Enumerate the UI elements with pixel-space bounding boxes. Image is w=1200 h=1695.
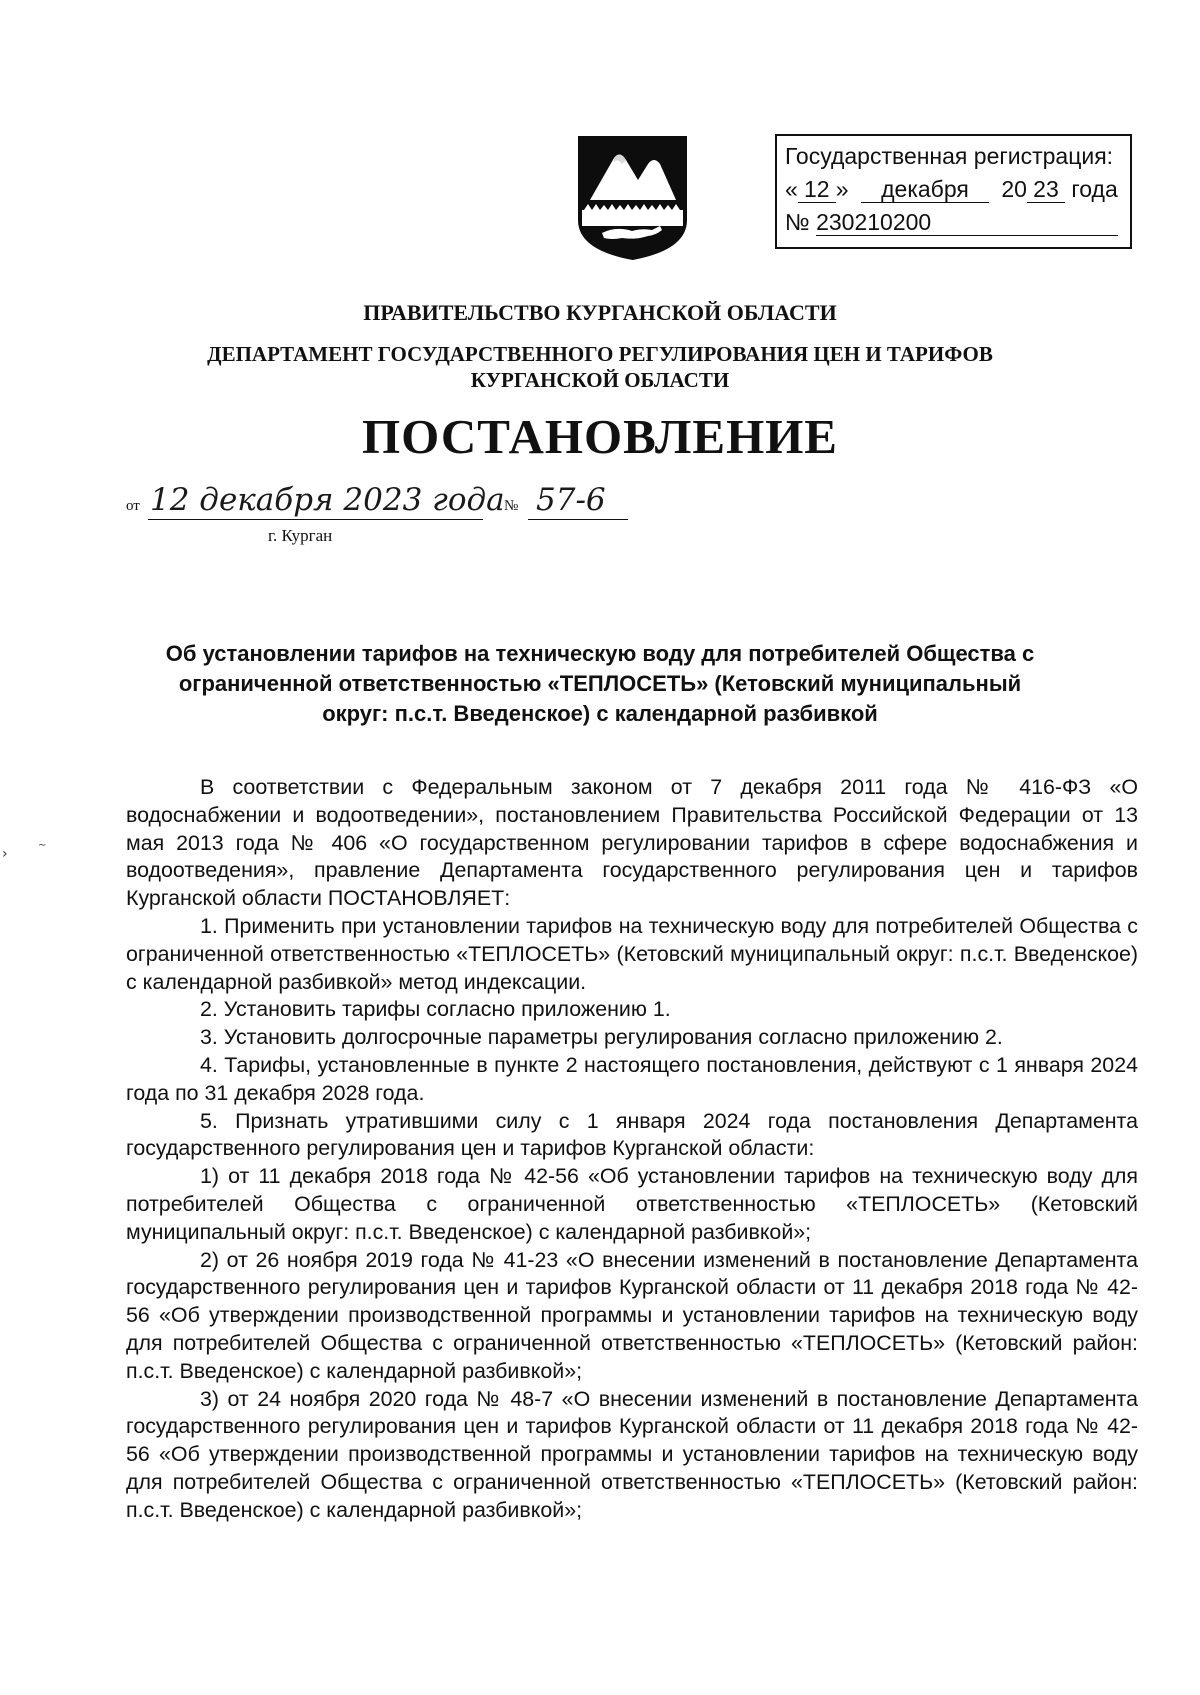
registration-year-prefix: 20: [1001, 176, 1027, 202]
registration-number-label: №: [785, 209, 810, 235]
from-label: от: [126, 498, 140, 514]
clause-paragraph: 5. Признать утратившими силу с 1 января 2024 года постановления Департамента государственного регулирования цен и тарифов Курганской области:: [126, 1108, 1138, 1161]
clause-paragraph: 4. Тарифы, установленные в пункте 2 настоящего постановления, действуют с 1 января 2024 года по 31 декабря 2028 года.: [126, 1052, 1138, 1105]
registration-month: декабря: [861, 176, 989, 203]
title-line: ограниченной ответственностью «ТЕПЛОСЕТЬ» (Кетовский муниципальный: [178, 671, 1022, 696]
government-name: ПРАВИТЕЛЬСТВО КУРГАНСКОЙ ОБЛАСТИ: [363, 300, 837, 325]
date-number-line: [126, 482, 646, 552]
handwritten-date: 12 декабря 2023 года: [150, 482, 505, 518]
subclause-paragraph: 2) от 26 ноября 2019 года № 41-23 «О внесении изменений в постановление Департамента государственного регулирования цен и тарифов Курганской области от 11 декабря 2018 года № 42-56 «Об утверждении производственной программы и установлении тарифов на техническую воду для потребителей Общества с ограниченной ответственностью «ТЕПЛОСЕТЬ» (Кетовский район: п.с.т. Введенское) с календарной разбивкой»;: [126, 1247, 1138, 1383]
clause-paragraph: 3. Установить долгосрочные параметры регулирования согласно приложению 2.: [200, 1025, 1003, 1050]
registration-day: 12: [798, 176, 836, 203]
registration-date-row: [785, 173, 1130, 206]
subclause-paragraph: 3) от 24 ноября 2020 года № 48-7 «О внесении изменений в постановление Департамента государственного регулирования цен и тарифов Курганской области от 11 декабря 2018 года № 42-56 «Об утверждении производственной программы и установлении тарифов на техническую воду для потребителей Общества с ограниченной ответственностью «ТЕПЛОСЕТЬ» (Кетовский район: п.с.т. Введенское) с календарной разбивкой»;: [126, 1386, 1138, 1522]
registration-day-close: »: [835, 176, 849, 202]
resolution-body: [126, 774, 1138, 1525]
coat-of-arms-emblem: [576, 134, 689, 262]
registration-title: Государственная регистрация:: [785, 143, 1114, 169]
state-registration-box: [775, 134, 1132, 249]
subclause-paragraph: 1) от 11 декабря 2018 года № 42-56 «Об установлении тарифов на техническую воду для потребителей Общества с ограниченной ответственностью «ТЕПЛОСЕТЬ» (Кетовский муниципальный округ: п.с.т. Введенское) с календарной разбивкой»;: [126, 1164, 1138, 1244]
registration-year-suffix: 23: [1027, 176, 1065, 203]
scan-mark: ∼: [38, 840, 47, 851]
scan-mark: ›: [2, 846, 8, 862]
handwritten-number: 57-6: [536, 482, 606, 518]
document-type-heading: ПОСТАНОВЛЕНИЕ: [362, 409, 838, 464]
registration-year-word: года: [1071, 176, 1118, 202]
city-name: г. Курган: [268, 526, 333, 545]
registration-number-row: [785, 206, 1130, 239]
number-label: №: [504, 498, 519, 514]
department-name-line2: КУРГАНСКОЙ ОБЛАСТИ: [470, 368, 730, 392]
department-name: [0, 341, 1200, 393]
number-underline: [528, 519, 628, 520]
registration-number: 230210200: [816, 209, 1118, 236]
title-line: округ: п.с.т. Введенское) с календарной разбивкой: [322, 701, 878, 726]
registration-day-open: «: [785, 176, 798, 202]
department-name-line1: ДЕПАРТАМЕНТ ГОСУДАРСТВЕННОГО РЕГУЛИРОВАНИЯ ЦЕН И ТАРИФОВ: [207, 342, 993, 366]
date-underline: [148, 519, 483, 520]
resolution-title: [130, 639, 1070, 729]
title-line: Об установлении тарифов на техническую воду для потребителей Общества с: [165, 641, 1035, 666]
clause-paragraph: 1. Применить при установлении тарифов на техническую воду для потребителей Общества с ограниченной ответственностью «ТЕПЛОСЕТЬ» (Кетовский муниципальный округ: п.с.т. Введенское) с календарной разбивкой» метод индексации.: [126, 913, 1138, 994]
preamble-paragraph: В соответствии с Федеральным законом от 7 декабря 2011 года № 416-ФЗ «О водоснабжении и водоотведении», постановлением Правительства Российской Федерации от 13 мая 2013 года № 406 «О государственном регулировании тарифов в сфере водоснабжения и водоотведения», правление Департамента государственного регулирования цен и тарифов Курганской области ПОСТАНОВЛЯЕТ:: [126, 775, 1138, 911]
clause-paragraph: 2. Установить тарифы согласно приложению 1.: [200, 997, 671, 1022]
